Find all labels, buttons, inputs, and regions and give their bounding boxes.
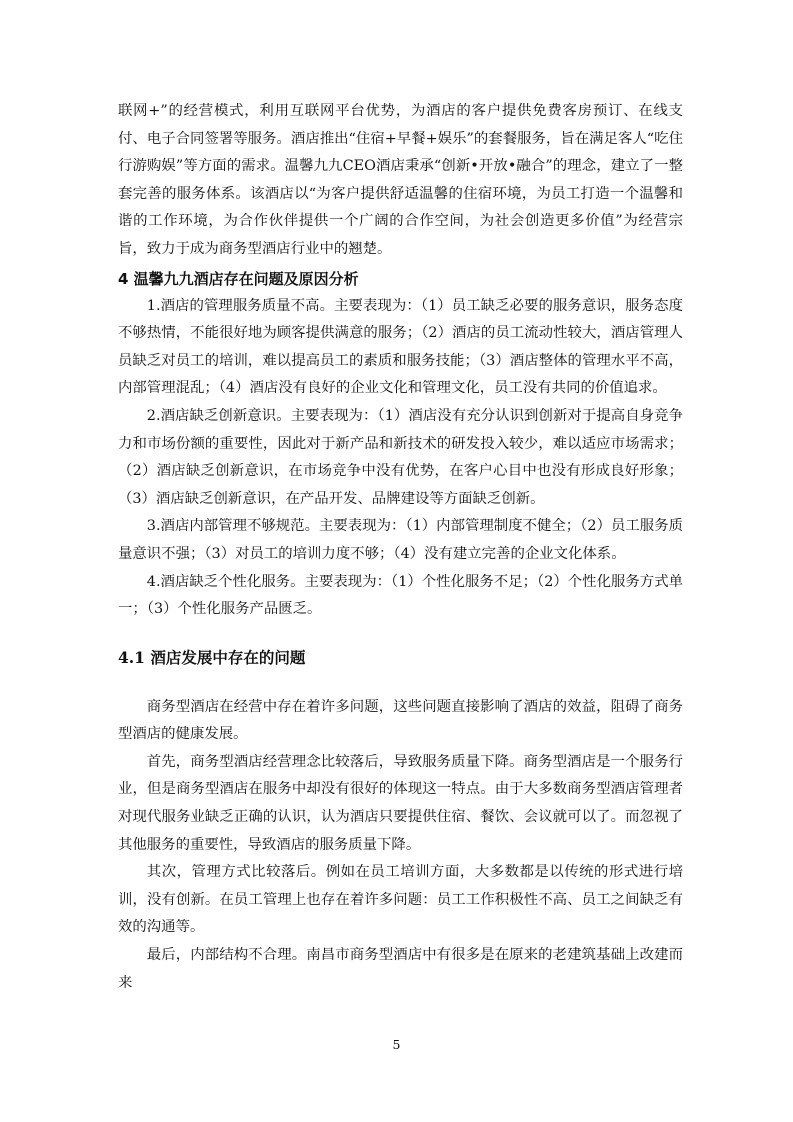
section-paragraph-3: 3.酒店内部管理不够规范。主要表现为：（1）内部管理制度不健全；（2）员工服务质量意识不强；（3）对员工的培训力度不够；（4）没有建立完善的企业文化体系。 — [118, 518, 683, 562]
section-heading: 4 温馨九九酒店存在问题及原因分析 — [118, 269, 359, 288]
intro-paragraph: 联网+”的经营模式，利用互联网平台优势，为酒店的客户提供免费客房预订、在线支付、电子合同签署等服务。酒店推出“住宿+早餐+娱乐”的套餐服务，旨在满足客人“吃住行游购娱”等方面的需求。温馨九九CEO酒店秉承“创新•开放•融合”的理念，建立了一整套完善的服务体系。该酒店以“为客户提供舒适温馨的住宿环境，为员工打造一个温馨和谐的工作环境，为合作伙伴提供一个广阔的合作空间，为社会创造更多价值”为经营宗旨，致力于成为商务型酒店行业中的翘楚。 — [118, 103, 683, 257]
page-body — [118, 98, 683, 997]
subsection-paragraph-4: 最后，内部结构不合理。南昌市商务型酒店中有很多是在原来的老建筑基础上改建而来 — [118, 947, 683, 991]
section-paragraph-2: 2.酒店缺乏创新意识。主要表现为：（1）酒店没有充分认识到创新对于提高自身竞争力和市场份额的重要性，因此对于新产品和新技术的研发投入较少，难以适应市场需求；（2）酒店缺乏创新意识，在市场竞争中没有优势，在客户心目中也没有形成良好形象；（3）酒店缺乏创新意识，在产品开发、品牌建设等方面缺乏创新。 — [118, 407, 683, 507]
subsection-paragraph-1: 商务型酒店在经营中存在着许多问题，这些问题直接影响了酒店的效益，阻碍了商务型酒店的健康发展。 — [118, 698, 683, 743]
subsection-heading: 4.1 酒店发展中存在的问题 — [118, 647, 306, 667]
section-paragraph-4: 4.酒店缺乏个性化服务。主要表现为：（1）个性化服务不足；（2）个性化服务方式单一；（3）个性化服务产品匮乏。 — [118, 573, 683, 618]
subsection-paragraph-2: 首先，商务型酒店经营理念比较落后，导致服务质量下降。商务型酒店是一个服务行业，但是商务型酒店在服务中却没有很好的体现这一特点。由于大多数商务型酒店管理者对现代服务业缺乏正确的认识，认为酒店只要提供住宿、餐饮、会议就可以了。而忽视了其他服务的重要性，导致酒店的服务质量下降。 — [118, 753, 683, 853]
subsection-paragraph-3: 其次，管理方式比较落后。例如在员工培训方面，大多数都是以传统的形式进行培训，没有创新。在员工管理上也存在着许多问题：员工工作积极性不高、员工之间缺乏有效的沟通等。 — [118, 864, 683, 936]
page-number: 5 — [392, 1037, 401, 1052]
section-paragraph-1: 1.酒店的管理服务质量不高。主要表现为：（1）员工缺乏必要的服务意识，服务态度不够热情，不能很好地为顾客提供满意的服务；（2）酒店的员工流动性较大，酒店管理人员缺乏对员工的培训，难以提高员工的素质和服务技能；（3）酒店整体的管理水平不高，内部管理混乱；（4）酒店没有良好的企业文化和管理文化，员工没有共同的价值追求。 — [118, 297, 683, 397]
